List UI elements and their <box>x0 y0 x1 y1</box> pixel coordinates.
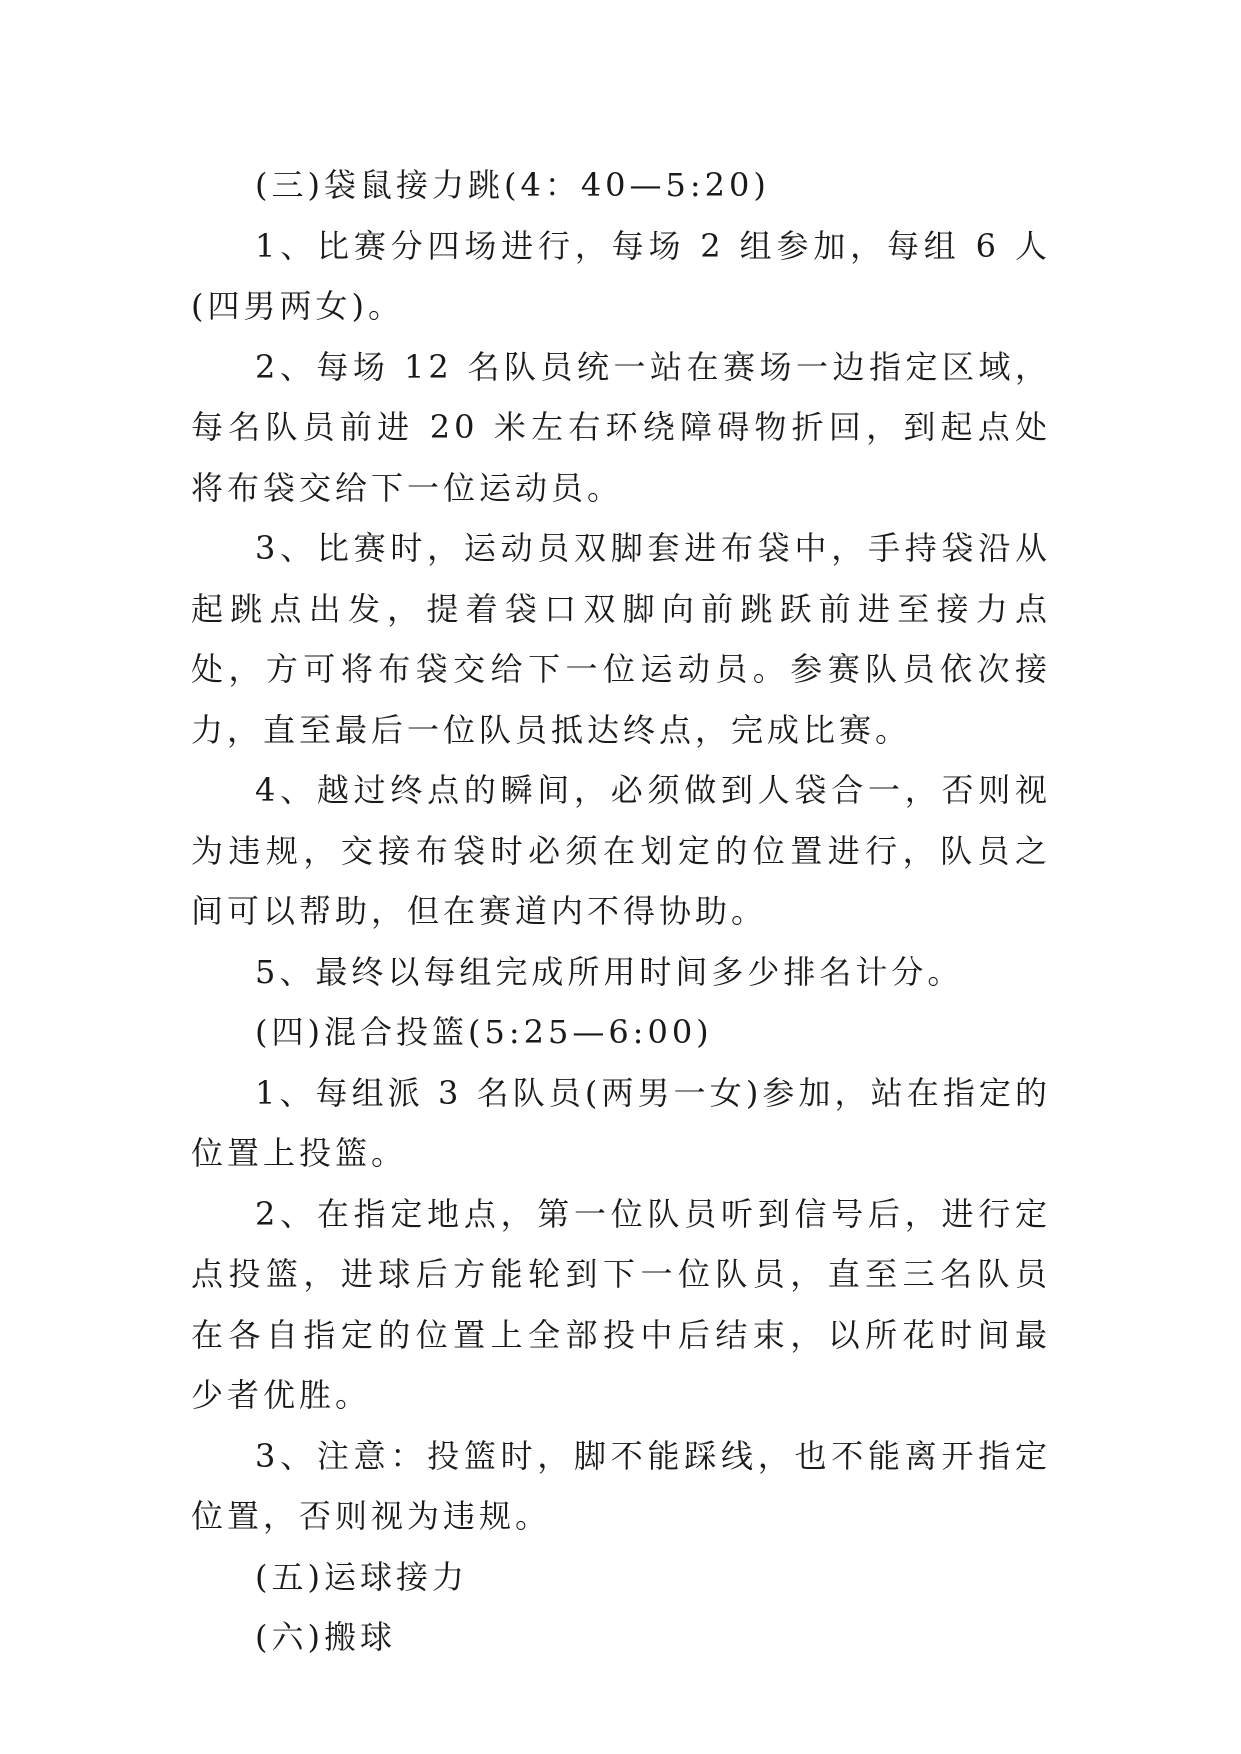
paragraph-rule-4: 4、越过终点的瞬间，必须做到人袋合一，否则视为违规，交接布袋时必须在划定的位置进行，队员之间可以帮助，但在赛道内不得协助。 <box>191 771 1051 930</box>
paragraph-shooting-rule-3: 3、注意：投篮时，脚不能踩线，也不能离开指定位置，否则视为违规。 <box>191 1436 1051 1535</box>
paragraph-shooting-rule-2: 2、在指定地点，第一位队员听到信号后，进行定点投篮，进球后方能轮到下一位队员，直至三名队员在各自指定的位置上全部投中后结束，以所花时间最少者优胜。 <box>191 1194 1051 1414</box>
paragraph-rule-1: 1、比赛分四场进行，每场 2 组参加，每组 6 人(四男两女)。 <box>191 226 1051 325</box>
paragraph-rule-3: 3、比赛时，运动员双脚套进布袋中，手持袋沿从起跳点出发，提着袋口双脚向前跳跃前进至接力点处，方可将布袋交给下一位运动员。参赛队员依次接力，直至最后一位队员抵达终点，完成比赛。 <box>191 529 1051 749</box>
section-heading-mixed-shooting: (四)混合投篮(5:25—6:00) <box>255 1013 713 1051</box>
section-heading-dribble-relay: (五)运球接力 <box>255 1557 468 1596</box>
paragraph-rule-2: 2、每场 12 名队员统一站在赛场一边指定区域，每名队员前进 20 米左右环绕障碍物折回，到起点处将布袋交给下一位运动员。 <box>191 347 1051 507</box>
section-heading-kangaroo-relay: (三)袋鼠接力跳(4：40—5:20) <box>255 166 770 204</box>
paragraph-rule-5: 5、最终以每组完成所用时间多少排名计分。 <box>255 952 964 991</box>
paragraph-shooting-rule-1: 1、每组派 3 名队员(两男一女)参加，站在指定的位置上投篮。 <box>191 1073 1051 1172</box>
document-body <box>191 155 1051 1668</box>
section-heading-carry-ball: (六)搬球 <box>255 1618 396 1656</box>
